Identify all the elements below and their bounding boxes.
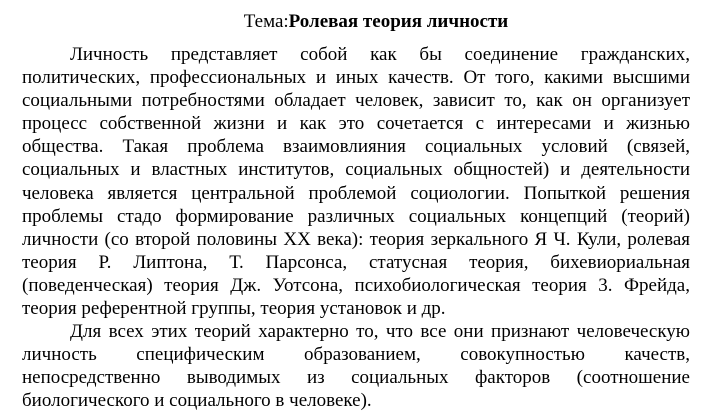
page-title [22,10,690,34]
paragraph-2: Для всех этих теорий характерно то, что все они признают человеческую личность специфическим образованием, совокупностью качеств, непосредственно выводимых из социальных факторов (соотношение биологического и социального в человеке). [22,321,690,412]
title-text: Ролевая теория личности [288,11,509,32]
paragraph-1: Личность представляет собой как бы соединение гражданских, политических, профессиональных и иных качеств. От того, какими высшими социальными потребностями обладает человек, зависит то, как он организует процесс собственной жизни и как это сочетается с интересами и жизнью общества. Такая проблема взаимовлияния социальных условий (связей, социальных и властных институтов, социальных общностей) и деятельности человека является центральной проблемой социологии. Попыткой решения проблемы стадо формирование различных социальных концепций (теорий) личности (со второй половины XX века): теория зеркального Я Ч. Кули, ролевая теория Р. Липтона, Т. Парсонса, статусная теория, бихевиориальная (поведенческая) теория Дж. Уотсона, психобиологическая теория 3. Фрейда, теория референтной группы, теория установок и др. [22,44,690,320]
title-prefix: Тема: [243,11,289,32]
